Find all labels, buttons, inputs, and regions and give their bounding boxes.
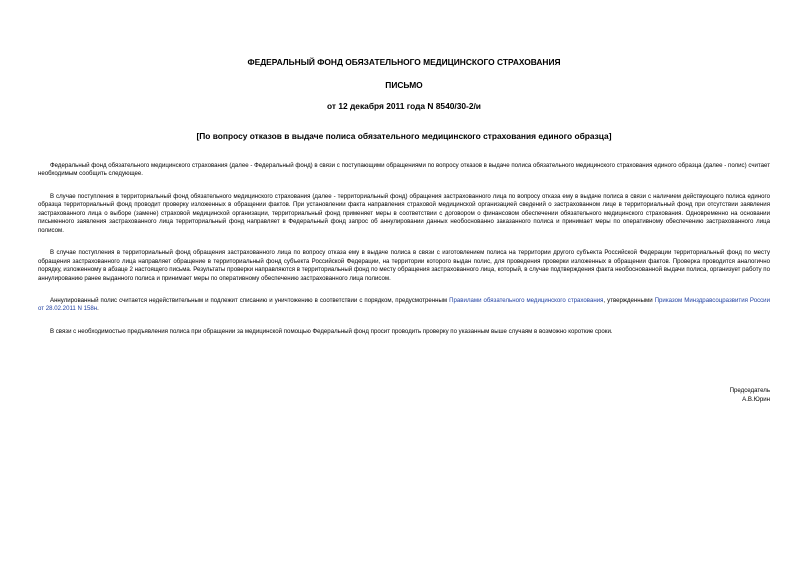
paragraph-2: В случае поступления в территориальный фонд обязательного медицинского страхования (далее - территориальный фонд) обращения застрахованного лица по вопросу отказа ему в выдаче полиса в связи с наличием действующего полиса единого образца территориальный фонд проводит проверку изложенных в обращении фактов. При установлении факта направления страховой медицинской организацией сведений о застрахованном лице в территориальный фонд при отсутствии заявления застрахованного лица о выборе (замене) страховой медицинской организации, территориальный фонд применяет меры в соответствии с договором о финансовом обеспечении обязательного медицинского страхования. Одновременно на основании письменного заявления застрахованного лица территориальный фонд направляет в Федеральный фонд запрос об аннулировании данных необоснованно заказанного полиса и принимает меры по оперативному обеспечению застрахованного лица полисом. xyxy=(38,192,770,234)
paragraph-4-text-end: . xyxy=(97,305,99,313)
document-type: ПИСЬМО xyxy=(385,80,423,90)
paragraph-4-text-start: Аннулированный полис считается недействительным и подлежит списанию и уничтожению в соответствии с порядком, предусмотренным xyxy=(50,296,450,304)
order-158n-link[interactable]: Приказом Минздравсоцразвития России от 28.02.2011 N 158н xyxy=(38,296,770,313)
signature-block xyxy=(730,386,770,404)
signatory-name: А.В.Юрин xyxy=(742,396,770,403)
paragraph-4-text-middle: , утвержденными xyxy=(603,296,655,304)
signatory-title: Председатель xyxy=(729,387,770,394)
paragraph-3: В случае поступления в территориальный фонд обращения застрахованного лица по вопросу отказа ему в выдаче полиса в связи с изготовлением полиса на территории другого субъекта Российской Федерации территориальный фонд по месту обращения застрахованного лица направляет обращение в территориальный фонд субъекта Российской Федерации, на территории которого выдан полис, для проведения проверки изложенных в обращении фактов. Проверка проводится аналогично порядку, изложенному в абзаце 2 настоящего письма. Результаты проверки направляются в территориальный фонд по месту обращения застрахованного лица, который, в случае подтверждения факта необоснованной выдачи полиса, организует работу по аннулированию ранее выданного полиса и принимает меры по оперативному обеспечению застрахованного лица полисом. xyxy=(38,249,770,282)
letter-body xyxy=(38,162,770,350)
rules-omi-link[interactable]: Правилами обязательного медицинского страхования xyxy=(449,296,604,304)
paragraph-5: В связи с необходимостью предъявления полиса при обращении за медицинской помощью Федеральный фонд просит проводить проверку по указанным выше случаям в возможно короткие сроки. xyxy=(50,327,613,335)
organization-title: ФЕДЕРАЛЬНЫЙ ФОНД ОБЯЗАТЕЛЬНОГО МЕДИЦИНСКОГО СТРАХОВАНИЯ xyxy=(247,57,561,67)
document-subject: [По вопросу отказов в выдаче полиса обязательного медицинского страхования единого образца] xyxy=(196,131,612,141)
document-date-number: от 12 декабря 2011 года N 8540/30-2/и xyxy=(327,101,481,111)
paragraph-1: Федеральный фонд обязательного медицинского страхования (далее - Федеральный фонд) в связи с поступающими обращениями по вопросу отказов в выдаче полиса обязательного медицинского страхования единого образца (далее - полис) считает необходимым сообщить следующее. xyxy=(38,162,770,178)
paragraph-4 xyxy=(38,297,770,314)
